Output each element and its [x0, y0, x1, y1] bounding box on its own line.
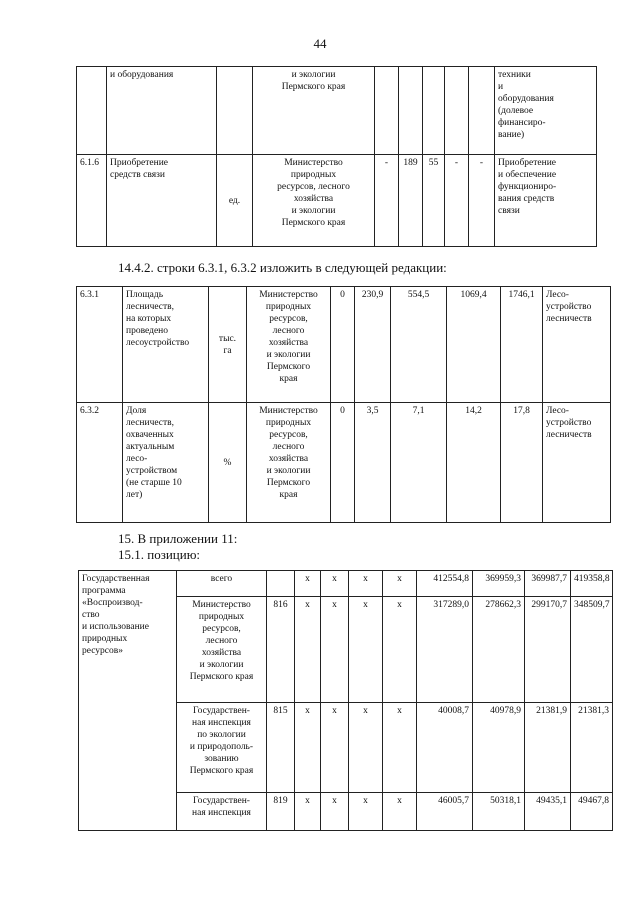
measure-name: Приобретение средств связи	[107, 155, 217, 247]
x-cell: x	[295, 703, 321, 793]
value-cell	[423, 67, 445, 155]
table-row	[77, 155, 597, 247]
x-cell: x	[383, 597, 417, 703]
budget-code: 819	[267, 793, 295, 831]
unit: тыс. га	[209, 287, 247, 403]
amount-cell: 49435,1	[525, 793, 571, 831]
paragraph-15-1: 15.1. позицию:	[118, 547, 201, 562]
amount-cell: 40008,7	[417, 703, 473, 793]
amount-cell: 412554,8	[417, 571, 473, 597]
row-number	[77, 67, 107, 155]
row-number: 6.3.1	[77, 287, 123, 403]
amount-cell: 348509,7	[571, 597, 613, 703]
program-name: Государственная программа «Воспроизвод- ство и использование природных ресурсов»	[79, 571, 177, 831]
value-cell: 1746,1	[501, 287, 543, 403]
row-number: 6.1.6	[77, 155, 107, 247]
executor: и экологии Пермского края	[253, 67, 375, 155]
x-cell: x	[321, 597, 349, 703]
executor: Министерство природных ресурсов, лесного хозяйства и экологии Пермского края	[247, 403, 331, 523]
amount-cell: 50318,1	[473, 793, 525, 831]
value-cell: -	[375, 155, 399, 247]
note: Приобретение и обеспечение функциониро- вания средств связи	[495, 155, 597, 247]
x-cell: x	[321, 793, 349, 831]
x-cell: x	[349, 597, 383, 703]
table-1	[76, 66, 597, 247]
value-cell	[469, 67, 495, 155]
executor: Министерство природных ресурсов, лесного хозяйства и экологии Пермского края	[253, 155, 375, 247]
value-cell: 7,1	[391, 403, 447, 523]
value-cell: 189	[399, 155, 423, 247]
value-cell: -	[469, 155, 495, 247]
table-row	[79, 571, 613, 597]
note: Лесо- устройство лесничеств	[543, 287, 611, 403]
executor: Государствен- ная инспекция	[177, 793, 267, 831]
paragraph-15: 15. В приложении 11:	[118, 531, 238, 546]
table-row	[77, 287, 611, 403]
table-row	[77, 403, 611, 523]
amount-cell: 369987,7	[525, 571, 571, 597]
page-number: 44	[313, 36, 327, 51]
amount-cell: 21381,9	[525, 703, 571, 793]
x-cell: x	[349, 703, 383, 793]
x-cell: x	[383, 703, 417, 793]
x-cell: x	[295, 571, 321, 597]
value-cell: -	[445, 155, 469, 247]
value-cell: 0	[331, 287, 355, 403]
unit: %	[209, 403, 247, 523]
executor: Министерство природных ресурсов, лесного хозяйства и экологии Пермского края	[177, 597, 267, 703]
measure-name: и оборудования	[107, 67, 217, 155]
x-cell: x	[321, 571, 349, 597]
value-cell: 230,9	[355, 287, 391, 403]
value-cell	[445, 67, 469, 155]
amount-cell: 299170,7	[525, 597, 571, 703]
executor: всего	[177, 571, 267, 597]
budget-code	[267, 571, 295, 597]
value-cell	[399, 67, 423, 155]
x-cell: x	[295, 597, 321, 703]
value-cell: 14,2	[447, 403, 501, 523]
amount-cell: 369959,3	[473, 571, 525, 597]
table-3	[78, 570, 613, 831]
x-cell: x	[295, 793, 321, 831]
amount-cell: 21381,3	[571, 703, 613, 793]
x-cell: x	[383, 571, 417, 597]
amount-cell: 317289,0	[417, 597, 473, 703]
amount-cell: 278662,3	[473, 597, 525, 703]
row-number: 6.3.2	[77, 403, 123, 523]
amount-cell: 40978,9	[473, 703, 525, 793]
x-cell: x	[321, 703, 349, 793]
executor: Государствен- ная инспекция по экологии и природополь- зованию Пермского края	[177, 703, 267, 793]
unit: ед.	[217, 155, 253, 247]
table-2	[76, 286, 611, 523]
value-cell: 1069,4	[447, 287, 501, 403]
value-cell: 554,5	[391, 287, 447, 403]
value-cell: 3,5	[355, 403, 391, 523]
note: техники и оборудования (долевое финансиро- вание)	[495, 67, 597, 155]
note: Лесо- устройство лесничеств	[543, 403, 611, 523]
x-cell: x	[349, 793, 383, 831]
amount-cell: 419358,8	[571, 571, 613, 597]
table-row	[77, 67, 597, 155]
indicator-name: Площадь лесничеств, на которых проведено лесоустройство	[123, 287, 209, 403]
amount-cell: 49467,8	[571, 793, 613, 831]
budget-code: 816	[267, 597, 295, 703]
x-cell: x	[349, 571, 383, 597]
budget-code: 815	[267, 703, 295, 793]
value-cell	[375, 67, 399, 155]
executor: Министерство природных ресурсов, лесного хозяйства и экологии Пермского края	[247, 287, 331, 403]
unit	[217, 67, 253, 155]
indicator-name: Доля лесничеств, охваченных актуальным лесо- устройством (не старше 10 лет)	[123, 403, 209, 523]
value-cell: 17,8	[501, 403, 543, 523]
x-cell: x	[383, 793, 417, 831]
amount-cell: 46005,7	[417, 793, 473, 831]
value-cell: 55	[423, 155, 445, 247]
value-cell: 0	[331, 403, 355, 523]
paragraph-14-4-2: 14.4.2. строки 6.3.1, 6.3.2 изложить в следующей редакции:	[118, 260, 447, 275]
